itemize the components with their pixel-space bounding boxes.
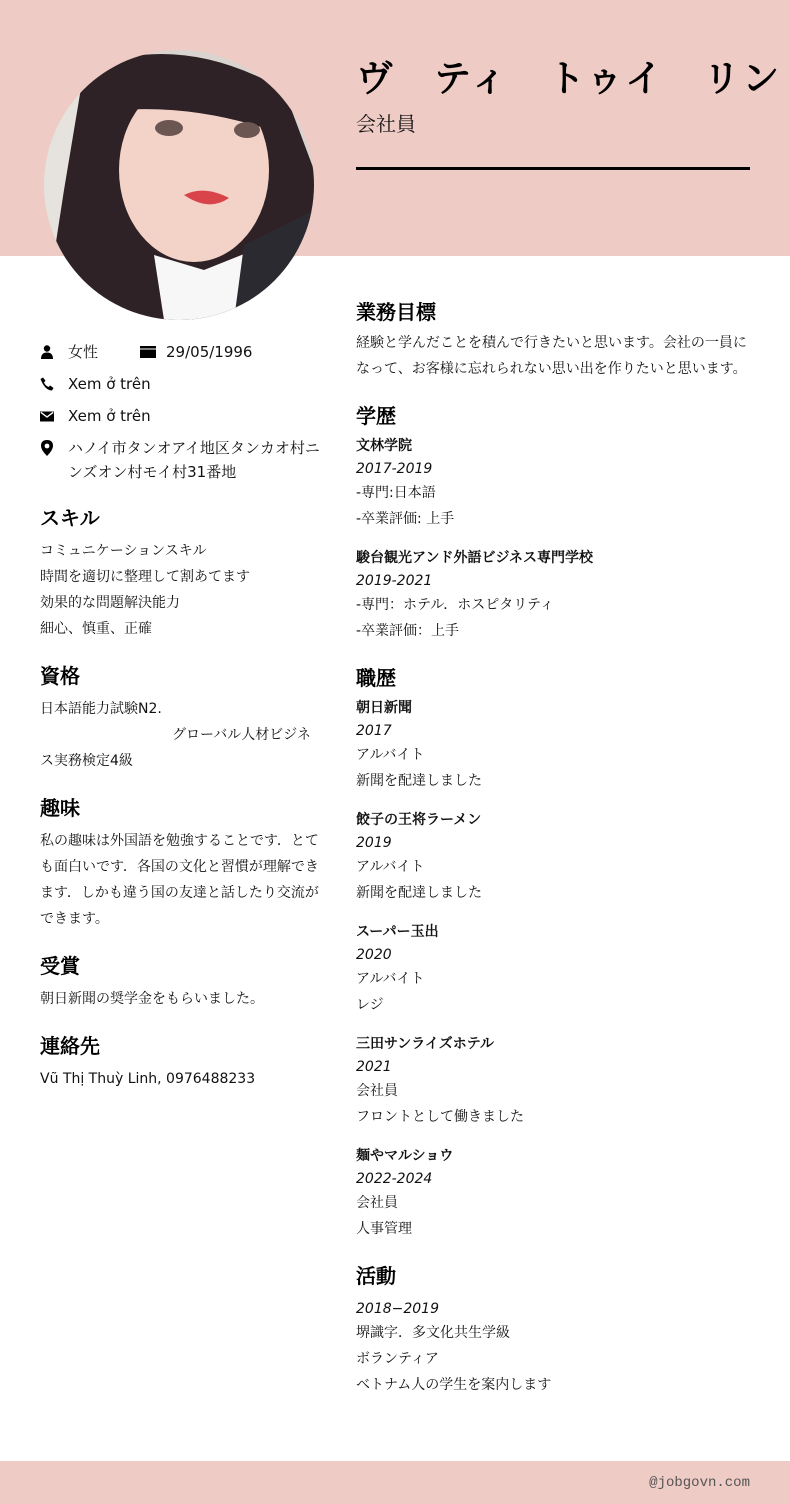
company-name: 朝日新聞 [356,700,412,716]
experience-role: アルバイト [356,859,425,875]
calendar-icon [140,340,156,364]
skill-item: コミュニケーションスキル [40,543,207,559]
activity-detail: 堺識字．多文化共生学級 [356,1325,510,1341]
experience-role: 会社員 [356,1083,398,1099]
profile-photo-illustration [44,50,314,320]
activity-entry [356,1298,756,1398]
contact-section [40,1032,320,1092]
phone-value: Xem ở trên [68,375,151,393]
gender-value: 女性 [68,343,99,361]
awards-section [40,952,320,1012]
objective-text: 経験と学んだことを積んで行きたいと思います。会社の一員になって、お客様に忘れられない思い出を作りたいと思います。 [356,335,747,377]
phone-row [40,372,320,396]
education-section [356,402,756,644]
company-name: 三田サンライズホテル [356,1036,495,1052]
candidate-name: ヴ ティ トゥイ リン [356,57,782,100]
education-detail: -専門：ホテル．ホスピタリティ [356,597,554,613]
hobbies-section [40,794,320,932]
certification-line: ス実務検定4級 [40,753,133,769]
experience-description: 新聞を配達しました [356,885,482,901]
experience-period: 2020 [356,947,392,963]
company-name: スーパー玉出 [356,924,439,940]
experience-section [356,664,756,1242]
email-icon [40,404,54,428]
job-title: 会社員 [356,112,416,136]
education-period: 2017-2019 [356,461,433,477]
awards-heading: 受賞 [40,954,80,978]
experience-description: 人事管理 [356,1221,412,1237]
education-detail: -専門:日本語 [356,485,436,501]
education-entry [356,546,756,644]
email-row [40,404,320,428]
school-name: 文林学院 [356,438,412,454]
company-name: 餃子の王将ラーメン [356,812,482,828]
hobbies-heading: 趣味 [40,796,80,820]
education-detail: -卒業評価: 上手 [356,511,455,527]
activities-section [356,1262,756,1398]
activity-period: 2018−2019 [356,1301,439,1317]
company-name: 麺やマルショウ [356,1148,454,1164]
gender-birthdate-row [40,340,320,364]
experience-period: 2019 [356,835,392,851]
experience-role: アルバイト [356,747,425,763]
experience-role: アルバイト [356,971,425,987]
school-name: 駿台観光アンド外語ビジネス専門学校 [356,550,594,566]
activity-detail: ベトナム人の学生を案内します [356,1377,552,1393]
experience-description: レジ [356,997,384,1013]
experience-heading: 職歴 [356,666,396,690]
skill-item: 細心、慎重、正確 [40,621,152,637]
certification-line: グローバル人材ビジネ [172,727,311,743]
objective-section [356,298,756,382]
gender-item [40,340,98,364]
experience-entry [356,808,756,906]
experience-period: 2021 [356,1059,392,1075]
contact-heading: 連絡先 [40,1034,100,1058]
profile-photo [44,50,314,320]
experience-description: 新聞を配達しました [356,773,482,789]
experience-entry [356,1144,756,1242]
location-pin-icon [40,436,54,460]
skills-heading: スキル [40,506,100,530]
certifications-heading: 資格 [40,664,80,688]
education-period: 2019-2021 [356,573,433,589]
activity-detail: ボランティア [356,1351,439,1367]
birthdate-value: 29/05/1996 [166,343,253,361]
education-detail: -卒業評価：上手 [356,623,460,639]
certification-line: 日本語能力試験N2. [40,701,162,717]
experience-period: 2022-2024 [356,1171,433,1187]
skill-item: 効果的な問題解決能力 [40,595,180,611]
address-row [40,436,320,484]
experience-entry [356,696,756,794]
left-column [40,340,320,1092]
experience-entry [356,1032,756,1130]
objective-heading: 業務目標 [356,300,436,324]
skills-section [40,504,320,642]
address-value: ハノイ市タンオアイ地区タンカオ村ニンズオン村モイ村31番地 [68,439,320,481]
header-divider [356,167,750,170]
experience-description: フロントとして働きました [356,1109,524,1125]
birthdate-item [140,340,252,364]
experience-role: 会社員 [356,1195,398,1211]
experience-entry [356,920,756,1018]
certifications-section [40,662,320,774]
activities-heading: 活動 [356,1264,396,1288]
email-value: Xem ở trên [68,407,151,425]
right-column [356,298,756,1418]
education-heading: 学歴 [356,404,396,428]
awards-text: 朝日新聞の奨学金をもらいました。 [40,991,264,1007]
person-icon [40,340,54,364]
phone-icon [40,372,54,396]
skill-item: 時間を適切に整理して割あてます [40,569,250,585]
hobbies-text: 私の趣味は外国語を勉強することです．とても面白いです．各国の文化と習慣が理解できます．しかも違う国の友達と話したり交流ができます。 [40,833,319,927]
footer-watermark: @jobgovn.com [649,1475,750,1491]
contact-text: Vũ Thị Thuỳ Linh, 0976488233 [40,1071,256,1087]
experience-period: 2017 [356,723,392,739]
education-entry [356,434,756,532]
